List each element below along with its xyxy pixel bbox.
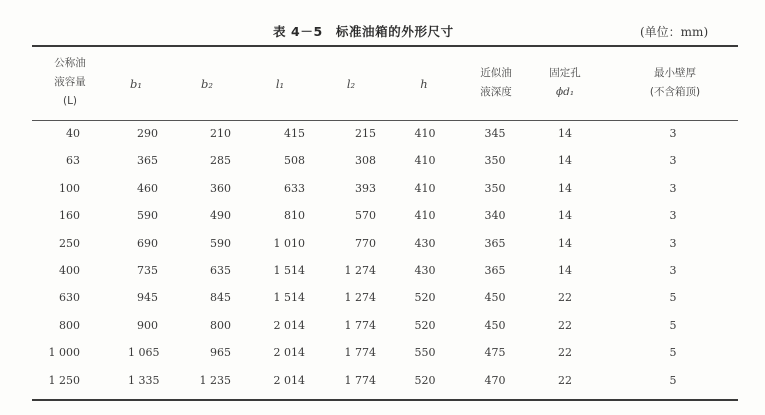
table-cell: 1 000 (48, 346, 80, 360)
table-cell: 410 (414, 154, 436, 168)
table-cell: 1 514 (273, 264, 305, 277)
header-l1: l₁ (275, 77, 285, 91)
header-depth-line-2: 液深度 (480, 86, 512, 98)
table-cell: 1 335 (128, 373, 160, 387)
header-capacity (38, 54, 102, 111)
table-header-rule (32, 120, 738, 121)
table-cell: 410 (414, 209, 436, 223)
table-cell: 590 (210, 236, 231, 250)
table-cell: 800 (59, 318, 80, 332)
table-cell: 475 (484, 346, 506, 360)
table-cell: 290 (137, 127, 158, 140)
header-hole-line-1: 固定孔 (549, 67, 581, 79)
table-cell: 365 (484, 264, 506, 277)
header-depth-line-1: 近似油 (480, 67, 512, 79)
table-cell: 22 (558, 373, 572, 387)
table-cell: 470 (484, 373, 506, 387)
header-l2: l₂ (346, 77, 356, 91)
table-cell: 900 (137, 318, 158, 332)
table-cell: 3 (669, 154, 677, 168)
table-cell: 215 (355, 127, 376, 140)
header-b2: b₂ (201, 77, 213, 91)
table-cell: 5 (669, 318, 677, 332)
table-cell: 360 (210, 181, 231, 195)
table-cell: 3 (669, 181, 677, 195)
table-cell: 1 774 (344, 346, 376, 360)
table-cell: 810 (284, 209, 305, 223)
table-cell: 550 (414, 346, 436, 360)
table-cell: 100 (59, 181, 80, 195)
table-bottom-rule (32, 399, 738, 401)
header-capacity-line-2: 液容量 (54, 76, 86, 88)
table-cell: 3 (669, 127, 677, 140)
table-cell: 490 (210, 209, 231, 223)
table-cell: 63 (66, 154, 80, 168)
table-cell: 1 274 (344, 264, 376, 277)
table-cell: 570 (355, 209, 376, 223)
table-cell: 340 (484, 209, 506, 223)
table-cell: 735 (137, 264, 158, 277)
table-cell: 1 010 (273, 236, 305, 250)
table-cell: 350 (484, 154, 506, 168)
table-cell: 308 (355, 154, 376, 168)
table-cell: 14 (558, 209, 572, 223)
table-cell: 1 774 (344, 373, 376, 387)
table-cell: 520 (414, 291, 436, 305)
table-cell: 5 (669, 373, 677, 387)
table-cell: 365 (137, 154, 158, 168)
header-depth (466, 64, 526, 102)
table-cell: 3 (669, 264, 677, 277)
header-wall-line-1: 最小壁厚 (654, 67, 696, 79)
header-hole (535, 64, 595, 102)
table-cell: 590 (137, 209, 158, 223)
table-cell: 450 (484, 318, 506, 332)
table-cell: 410 (414, 181, 436, 195)
header-wall (630, 64, 720, 102)
table-cell: 365 (484, 236, 506, 250)
table-cell: 14 (558, 154, 572, 168)
header-capacity-line-3: (L) (62, 95, 78, 107)
table-cell: 2 014 (273, 373, 305, 387)
table-cell: 210 (210, 127, 231, 140)
table-cell: 250 (59, 236, 80, 250)
table-cell: 460 (137, 181, 158, 195)
table-cell: 430 (414, 236, 436, 250)
table-cell: 1 235 (199, 373, 231, 387)
table-cell: 1 774 (344, 318, 376, 332)
table-top-rule (32, 45, 738, 47)
table-cell: 393 (355, 181, 376, 195)
table-cell: 800 (210, 318, 231, 332)
table-cell: 965 (210, 346, 231, 360)
table-cell: 5 (669, 291, 677, 305)
table-cell: 1 514 (273, 291, 305, 305)
table-cell: 14 (558, 181, 572, 195)
header-capacity-line-1: 公称油 (54, 57, 86, 69)
table-cell: 22 (558, 291, 572, 305)
header-wall-line-2: (不含箱顶) (649, 86, 701, 98)
table-cell: 1 250 (48, 373, 80, 387)
header-h: h (420, 77, 428, 91)
table-cell: 1 274 (344, 291, 376, 305)
table-cell: 3 (669, 236, 677, 250)
table-cell: 3 (669, 209, 677, 223)
table-cell: 1 065 (128, 346, 160, 360)
table-cell: 520 (414, 318, 436, 332)
table-cell: 345 (484, 127, 506, 140)
title-row (0, 20, 765, 44)
table-cell: 410 (414, 127, 436, 140)
table-cell: 40 (66, 127, 80, 140)
unit-note: (单位：mm) (640, 25, 709, 39)
table-cell: 160 (59, 209, 80, 223)
table-cell: 2 014 (273, 318, 305, 332)
header-b1: b₁ (130, 77, 142, 91)
table-cell: 430 (414, 264, 436, 277)
table-cell: 5 (669, 346, 677, 360)
table-cell: 14 (558, 236, 572, 250)
table-cell: 690 (137, 236, 158, 250)
table-cell: 22 (558, 346, 572, 360)
table-cell: 415 (284, 127, 305, 140)
header-hole-line-2: ϕd₁ (555, 86, 575, 98)
table-cell: 520 (414, 373, 436, 387)
table-title: 表 4－5 标准油箱的外形尺寸 (273, 24, 454, 39)
table-cell: 14 (558, 264, 572, 277)
table-cell: 450 (484, 291, 506, 305)
table-cell: 2 014 (273, 346, 305, 360)
table-cell: 285 (210, 154, 231, 168)
table-cell: 400 (59, 264, 80, 277)
table-cell: 770 (355, 236, 376, 250)
table-cell: 635 (210, 264, 231, 277)
table-cell: 508 (284, 154, 305, 168)
table-cell: 630 (59, 291, 80, 305)
table-cell: 22 (558, 318, 572, 332)
table-cell: 350 (484, 181, 506, 195)
table-cell: 633 (284, 181, 305, 195)
table-cell: 845 (210, 291, 231, 305)
table-cell: 14 (558, 127, 572, 140)
table-cell: 945 (137, 291, 158, 305)
